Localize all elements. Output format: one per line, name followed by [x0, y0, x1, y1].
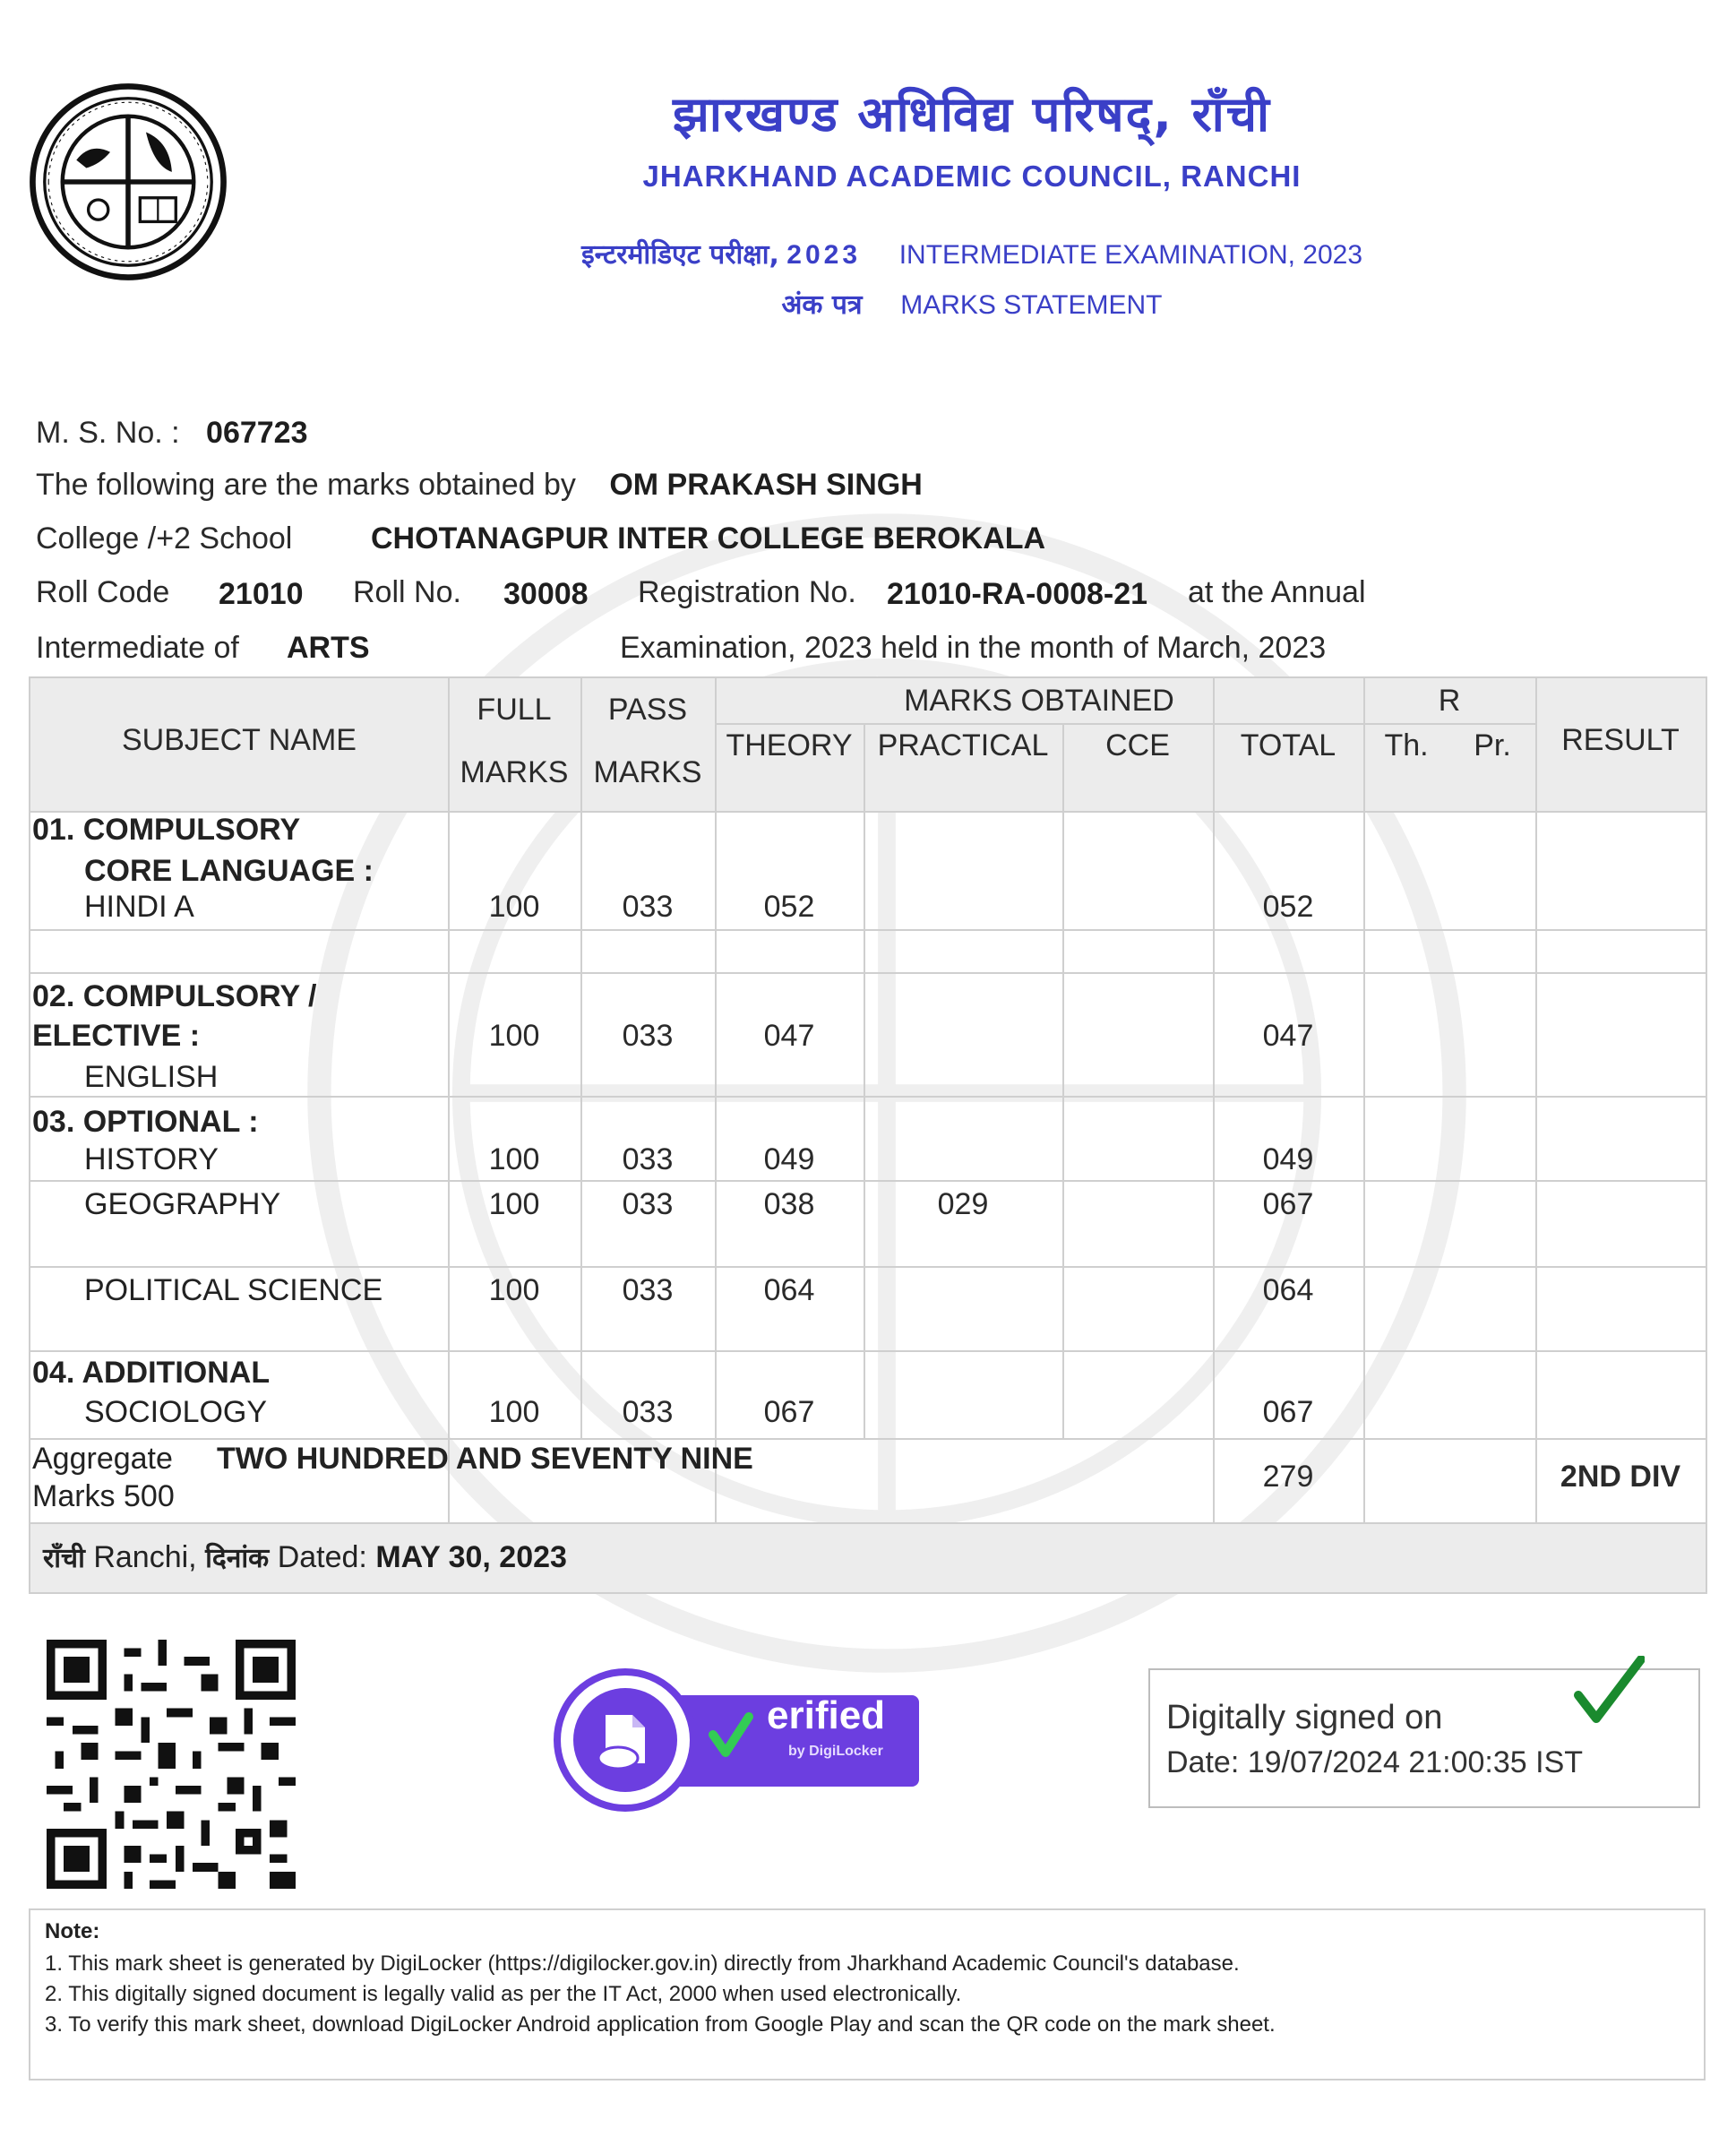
aggregate-words: TWO HUNDRED AND SEVENTY NINE	[217, 1442, 753, 1476]
header-total: TOTAL	[1240, 728, 1336, 762]
exam-title-hindi: इन्टरमीडिएट परीक्षा,	[580, 239, 779, 271]
marks-statement-title	[502, 285, 1442, 322]
pass-marks: 033	[622, 1019, 674, 1053]
pass-marks: 033	[622, 1187, 674, 1221]
note-item: 2. This digitally signed document is legally valid as per the IT Act, 2000 when used electronically.	[45, 1982, 962, 2006]
subject-name: HISTORY	[84, 1142, 219, 1176]
dated-line	[43, 1538, 567, 1575]
subject-name: HINDI A	[84, 890, 194, 924]
roll-code-label: Roll Code	[36, 575, 170, 609]
header-marks-obtained: MARKS OBTAINED	[904, 684, 1174, 718]
note-item: 3. To verify this mark sheet, download DigiLocker Android application from Google Play and scan the QR code on the mark sheet.	[45, 2012, 1276, 2037]
header-result: RESULT	[1561, 723, 1680, 757]
header-r: R	[1438, 684, 1461, 718]
annual-label: at the Annual	[1188, 575, 1366, 609]
ms-no-row	[36, 416, 308, 451]
full-marks: 100	[488, 1142, 540, 1176]
theory-marks: 064	[763, 1273, 815, 1307]
marks-statement-english: MARKS STATEMENT	[900, 290, 1163, 320]
ms-no-label: M. S. No. :	[36, 416, 180, 450]
stream-value: ARTS	[287, 631, 370, 665]
student-name: OM PRAKASH SINGH	[609, 468, 923, 502]
subject-name: POLITICAL SCIENCE	[84, 1273, 383, 1307]
pass-marks: 033	[622, 890, 674, 924]
group-compulsory-elective: 02. COMPULSORY /	[32, 979, 317, 1013]
pass-marks: 033	[622, 1395, 674, 1429]
subject-name: SOCIOLOGY	[84, 1395, 268, 1429]
ranchi-english: Ranchi,	[93, 1540, 197, 1574]
full-marks: 100	[488, 1273, 540, 1307]
theory-marks: 052	[763, 890, 815, 924]
note-box	[29, 1908, 1706, 2080]
student-row	[36, 468, 923, 503]
council-title-hindi: झारखण्ड अधिविद्य परिषद्, राँची	[673, 86, 1271, 142]
signed-date: Date: 19/07/2024 21:00:35 IST	[1166, 1745, 1584, 1779]
pass-marks: 033	[622, 1273, 674, 1307]
group-compulsory: 01. COMPULSORY	[32, 813, 301, 847]
total-marks: 047	[1262, 1019, 1314, 1053]
theory-marks: 067	[763, 1395, 815, 1429]
header-theory: THEORY	[726, 728, 853, 762]
total-marks: 064	[1262, 1273, 1314, 1307]
digilocker-verified-badge	[552, 1668, 928, 1812]
ranchi-hindi: राँची	[43, 1543, 85, 1574]
header-cce: CCE	[1105, 728, 1170, 762]
exam-title	[502, 235, 1442, 271]
theory-marks: 047	[763, 1019, 815, 1053]
ms-no-value: 067723	[206, 416, 308, 450]
dated-value: MAY 30, 2023	[375, 1540, 567, 1574]
group-core-language: CORE LANGUAGE :	[84, 854, 374, 888]
verified-by-text: by DigiLocker	[788, 1744, 883, 1759]
aggregate-total: 279	[1262, 1460, 1314, 1494]
group-additional: 04. ADDITIONAL	[32, 1356, 271, 1390]
dated-hindi: दिनांक	[205, 1543, 270, 1574]
aggregate-label: Aggregate	[32, 1442, 173, 1476]
header-th: Th.	[1384, 728, 1429, 762]
college-label: College /+2 School	[36, 521, 293, 556]
aggregate-max-label: Marks 500	[32, 1479, 175, 1513]
header-pass: PASS	[607, 693, 688, 727]
header-full-marks: MARKS	[460, 755, 569, 789]
qr-code	[47, 1640, 296, 1889]
marks-by-label: The following are the marks obtained by	[36, 468, 576, 502]
group-optional: 03. OPTIONAL :	[32, 1105, 259, 1139]
full-marks: 100	[488, 1019, 540, 1053]
council-title-english: JHARKHAND ACADEMIC COUNCIL, RANCHI	[642, 159, 1302, 193]
note-title: Note:	[45, 1919, 100, 1943]
marks-table	[29, 676, 1707, 1594]
theory-marks: 038	[763, 1187, 815, 1221]
practical-marks: 029	[937, 1187, 989, 1221]
signed-on-label: Digitally signed on	[1166, 1699, 1443, 1736]
dated-label: Dated:	[277, 1540, 367, 1574]
total-marks: 067	[1262, 1395, 1314, 1429]
marks-statement-hindi: अंक पत्र	[781, 289, 863, 321]
group-elective: ELECTIVE :	[32, 1019, 201, 1053]
intermediate-label: Intermediate of	[36, 631, 239, 665]
total-marks: 052	[1262, 890, 1314, 924]
header-full: FULL	[477, 693, 552, 727]
registration-label: Registration No.	[638, 575, 856, 609]
college-name: CHOTANAGPUR INTER COLLEGE BEROKALA	[371, 521, 1046, 556]
subject-name: ENGLISH	[84, 1060, 219, 1094]
roll-no-label: Roll No.	[353, 575, 461, 609]
full-marks: 100	[488, 890, 540, 924]
exam-held-text: Examination, 2023 held in the month of March, 2023	[620, 631, 1327, 665]
theory-marks: 049	[763, 1142, 815, 1176]
registration-value: 21010-RA-0008-21	[887, 577, 1148, 611]
header-pr: Pr.	[1474, 728, 1511, 762]
exam-year-hindi: 2023	[786, 240, 862, 270]
roll-no-value: 30008	[503, 577, 589, 611]
full-marks: 100	[488, 1187, 540, 1221]
total-marks: 049	[1262, 1142, 1314, 1176]
roll-code-value: 21010	[219, 577, 304, 611]
subject-name: GEOGRAPHY	[84, 1187, 281, 1221]
header-practical: PRACTICAL	[877, 728, 1049, 762]
council-seal-logo	[29, 82, 228, 281]
check-icon	[1573, 1656, 1645, 1727]
full-marks: 100	[488, 1395, 540, 1429]
header-subject-name: SUBJECT NAME	[122, 723, 357, 757]
exam-title-english: INTERMEDIATE EXAMINATION, 2023	[898, 240, 1363, 270]
total-marks: 067	[1262, 1187, 1314, 1221]
result-division: 2ND DIV	[1560, 1460, 1681, 1494]
note-item: 1. This mark sheet is generated by DigiLocker (https://digilocker.gov.in) directly from Jharkhand Academic Council's database.	[45, 1951, 1240, 1976]
verified-text: erified	[767, 1693, 886, 1737]
pass-marks: 033	[622, 1142, 674, 1176]
header-pass-marks: MARKS	[593, 755, 702, 789]
